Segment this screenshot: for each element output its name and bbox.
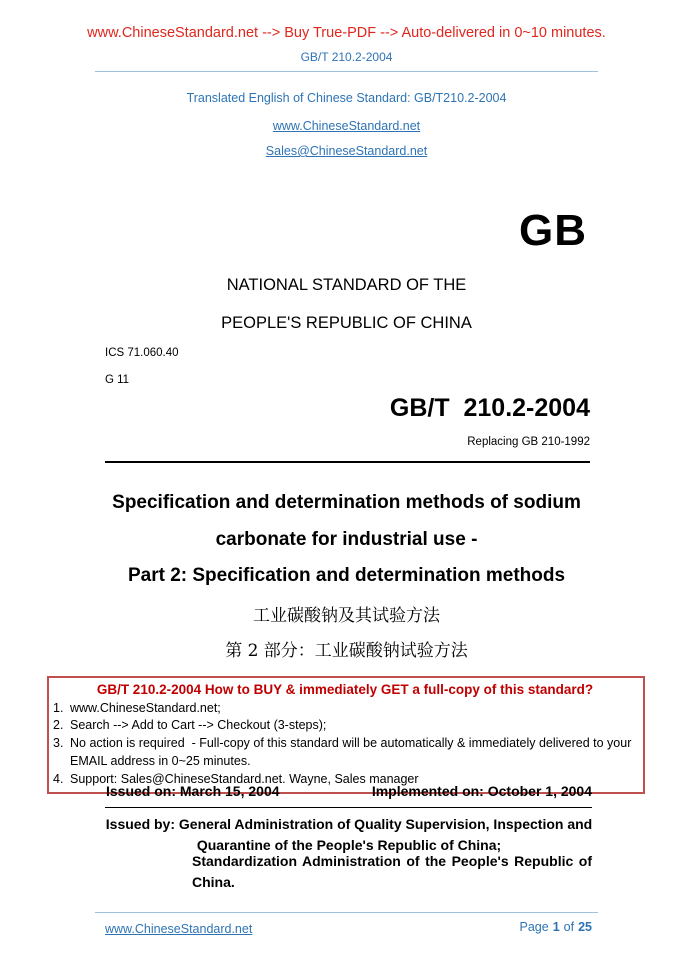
buy-step-1-number: 1.	[53, 700, 64, 715]
site-link[interactable]: www.ChineseStandard.net	[272, 119, 421, 133]
page-label: Page	[519, 920, 549, 934]
sales-email-link[interactable]: Sales@ChineseStandard.net	[265, 144, 428, 158]
title-english-line2: carbonate for industrial use -	[215, 529, 478, 550]
buy-step-3	[52, 735, 638, 771]
implemented-on-date: Implemented on: October 1, 2004	[371, 783, 592, 799]
title-english-line3: Part 2: Specification and determination methods	[127, 565, 566, 586]
classification-code: G 11	[105, 374, 130, 386]
buy-box-heading: GB/T 210.2-2004 How to BUY & immediately GET a full-copy of this standard?	[96, 682, 594, 697]
buy-step-4-text: Support: Sales@ChineseStandard.net. Wayne, Sales manager	[70, 771, 419, 786]
buy-step-3-text: No action is required - Full-copy of this standard will be automatically & immediately delivered to your EMAIL address in 0~25 minutes.	[70, 736, 635, 768]
title-chinese-line2: 第 2 部分：工业碳酸钠试验方法	[225, 641, 468, 661]
national-standard-line2: PEOPLE'S REPUBLIC OF CHINA	[221, 314, 472, 332]
dates-row	[106, 783, 592, 799]
page-indicator	[520, 920, 593, 934]
buy-step-2	[52, 717, 638, 735]
top-promo-banner: www.ChineseStandard.net --> Buy True-PDF --> Auto-delivered in 0~10 minutes.	[87, 25, 606, 41]
buy-instructions-box	[47, 676, 645, 794]
page-number: 1	[552, 920, 560, 934]
footer-site-link[interactable]: www.ChineseStandard.net	[105, 922, 253, 936]
buy-step-1-text: www.ChineseStandard.net;	[70, 700, 221, 715]
buy-step-3-number: 3.	[53, 736, 64, 751]
buy-step-2-text: Search --> Add to Cart --> Checkout (3-steps);	[70, 718, 327, 733]
standard-number: GB/T 210.2-2004	[389, 394, 590, 422]
title-chinese-line1: 工业碳酸钠及其试验方法	[253, 606, 440, 626]
standardization-admin-paragraph: Standardization Administration of the People's Republic of China.	[192, 853, 592, 890]
header-doc-code: GB/T 210.2-2004	[300, 50, 393, 64]
issued-by-paragraph: Issued by: General Administration of Quality Supervision, Inspection and Quarantine of the People's Republic of China;	[105, 816, 593, 853]
issued-on-date: Issued on: March 15, 2004	[106, 783, 280, 799]
buy-step-4-number: 4.	[53, 771, 64, 786]
national-standard-line1: NATIONAL STANDARD OF THE	[226, 276, 467, 294]
gb-logo: GB	[519, 206, 587, 255]
dates-divider	[105, 807, 592, 808]
translated-note: Translated English of Chinese Standard: GB/T210.2-2004	[186, 91, 507, 105]
page-total: 25	[578, 920, 592, 934]
title-english-line1: Specification and determination methods of sodium	[112, 492, 581, 513]
footer-divider	[95, 912, 598, 913]
title-divider	[105, 461, 590, 463]
ics-code: ICS 71.060.40	[105, 347, 179, 359]
buy-step-1	[52, 700, 638, 718]
replacing-note: Replacing GB 210-1992	[467, 436, 590, 448]
header-divider	[95, 71, 598, 72]
buy-step-2-number: 2.	[53, 718, 64, 733]
of-label: of	[563, 920, 575, 934]
